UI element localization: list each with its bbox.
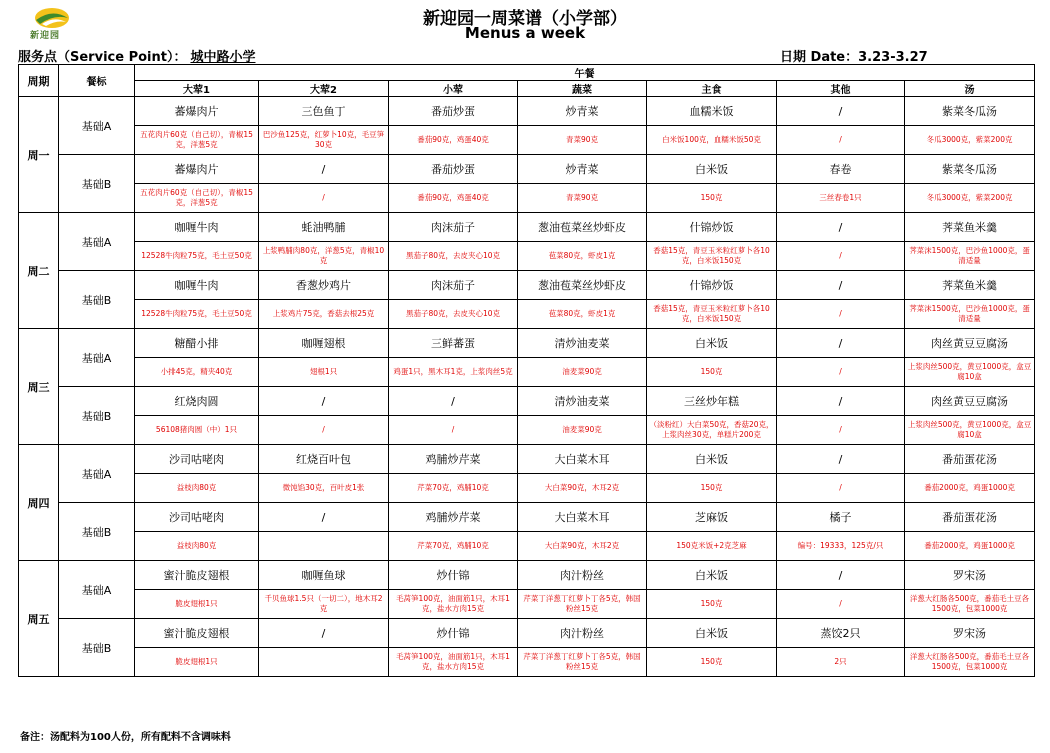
ingredient-cell: 油麦菜90克: [518, 416, 647, 445]
ingredient-cell: 千贝鱼球1.5只（一切二），地木耳2克: [259, 590, 389, 619]
ingredient-cell: 鸡蛋1只，黑木耳1克，上浆肉丝5克: [389, 358, 518, 387]
ingredient-cell: /: [259, 184, 389, 213]
header-col: 蔬菜: [518, 81, 647, 97]
ingredient-cell: 黑茄子80克，去皮夹心10克: [389, 300, 518, 329]
set-cell: 基础A: [59, 445, 135, 503]
header-col: 其他: [777, 81, 905, 97]
dish-cell: 肉汁粉丝: [518, 561, 647, 590]
ingredient-cell: 2只: [777, 648, 905, 677]
dish-cell: /: [777, 561, 905, 590]
table-row: [19, 155, 1035, 184]
dish-cell: 肉沫茄子: [389, 213, 518, 242]
ingredient-cell: /: [777, 126, 905, 155]
ingredient-cell: [259, 648, 389, 677]
dish-cell: 清炒油麦菜: [518, 329, 647, 358]
dish-cell: 三丝炒年糕: [647, 387, 777, 416]
dish-cell: 红烧百叶包: [259, 445, 389, 474]
table-row: [19, 619, 1035, 648]
dish-cell: /: [777, 445, 905, 474]
ingredient-cell: 洋葱大红肠各500克，番茄毛土豆各1500克，包菜1000克: [905, 648, 1035, 677]
dish-cell: /: [777, 97, 905, 126]
dish-cell: 紫菜冬瓜汤: [905, 97, 1035, 126]
dish-cell: 橘子: [777, 503, 905, 532]
dish-cell: 白米饭: [647, 155, 777, 184]
set-cell: 基础B: [59, 155, 135, 213]
ingredient-cell: 冬瓜3000克，紫菜200克: [905, 184, 1035, 213]
ingredient-cell: 芹菜丁洋葱丁红萝卜丁各5克，韩国粉丝15克: [518, 648, 647, 677]
dish-cell: 肉丝黄豆豆腐汤: [905, 387, 1035, 416]
table-row: [19, 532, 1035, 561]
ingredient-cell: /: [389, 416, 518, 445]
ingredient-cell: 巴沙鱼125克，红萝卜10克，毛豆笋30克: [259, 126, 389, 155]
dish-cell: /: [777, 271, 905, 300]
ingredient-cell: 冬瓜3000克，紫菜200克: [905, 126, 1035, 155]
ingredient-cell: 益枝肉80克: [135, 474, 259, 503]
ingredient-cell: 上浆鸭脯肉80克，洋葱5克，青椒10克: [259, 242, 389, 271]
date-range: 日期 Date：3.23-3.27: [780, 50, 928, 65]
ingredient-cell: 微饨馅30克，百叶皮1张: [259, 474, 389, 503]
day-cell: 周三: [19, 329, 59, 445]
dish-cell: 罗宋汤: [905, 619, 1035, 648]
table-row: [19, 184, 1035, 213]
dish-cell: 咖喱鱼球: [259, 561, 389, 590]
ingredient-cell: 五花肉片60克（自己切），青椒15克，洋葱5克: [135, 184, 259, 213]
ingredient-cell: 青菜90克: [518, 184, 647, 213]
table-row: [19, 416, 1035, 445]
menu-table: [18, 64, 1035, 677]
dish-cell: 白米饭: [647, 561, 777, 590]
ingredient-cell: 翅根1只: [259, 358, 389, 387]
table-row: [19, 271, 1035, 300]
dish-cell: 荠菜鱼米羹: [905, 213, 1035, 242]
ingredient-cell: 小排45克，精夹40克: [135, 358, 259, 387]
ingredient-cell: 五花肉片60克（自己切），青椒15克，洋葱5克: [135, 126, 259, 155]
dish-cell: 番茄蛋花汤: [905, 503, 1035, 532]
header-lunch: 午餐: [135, 65, 1035, 81]
dish-cell: 咖喱翅根: [259, 329, 389, 358]
ingredient-cell: 150克米饭+2克芝麻: [647, 532, 777, 561]
ingredient-cell: /: [777, 590, 905, 619]
ingredient-cell: 芹菜丁洋葱丁红萝卜丁各5克，韩国粉丝15克: [518, 590, 647, 619]
dish-cell: 红烧肉圆: [135, 387, 259, 416]
page-subtitle: Menus a week: [464, 24, 586, 42]
set-cell: 基础B: [59, 503, 135, 561]
ingredient-cell: 150克: [647, 358, 777, 387]
ingredient-cell: 毛莴笋100克，油面筋1只，木耳1克，盐水方肉15克: [389, 590, 518, 619]
day-cell: 周一: [19, 97, 59, 213]
dish-cell: 罗宋汤: [905, 561, 1035, 590]
dish-cell: /: [777, 387, 905, 416]
dish-cell: 炒青菜: [518, 155, 647, 184]
ingredient-cell: [259, 532, 389, 561]
dish-cell: 白米饭: [647, 619, 777, 648]
dish-cell: 番茄炒蛋: [389, 97, 518, 126]
dish-cell: 咖喱牛肉: [135, 271, 259, 300]
day-cell: 周二: [19, 213, 59, 329]
dish-cell: 白米饭: [647, 445, 777, 474]
set-cell: 基础B: [59, 387, 135, 445]
dish-cell: 三色鱼丁: [259, 97, 389, 126]
ingredient-cell: 荠菜沫1500克，巴沙鱼1000克，蛋清适量: [905, 300, 1035, 329]
set-cell: 基础A: [59, 561, 135, 619]
dish-cell: 葱油苞菜丝炒虾皮: [518, 213, 647, 242]
day-cell: 周四: [19, 445, 59, 561]
ingredient-cell: 益枝肉80克: [135, 532, 259, 561]
service-point-value: 城中路小学: [190, 50, 256, 65]
ingredient-cell: 白米饭100克，血糯米饭50克: [647, 126, 777, 155]
dish-cell: 什锦炒饭: [647, 213, 777, 242]
dish-cell: 三鲜蕃蛋: [389, 329, 518, 358]
dish-cell: 番茄炒蛋: [389, 155, 518, 184]
ingredient-cell: 三丝春卷1只: [777, 184, 905, 213]
ingredient-cell: 上浆肉丝500克，黄豆1000克，盒豆腐10盒: [905, 416, 1035, 445]
dish-cell: 清炒油麦菜: [518, 387, 647, 416]
table-row: [19, 445, 1035, 474]
dish-cell: 咖喱牛肉: [135, 213, 259, 242]
dish-cell: /: [259, 619, 389, 648]
dish-cell: /: [777, 329, 905, 358]
ingredient-cell: 脆皮翅根1只: [135, 590, 259, 619]
service-point-label: 服务点（Service Point）：: [18, 50, 187, 65]
ingredient-cell: 150克: [647, 184, 777, 213]
dish-cell: /: [777, 213, 905, 242]
table-row: [19, 300, 1035, 329]
ingredient-cell: /: [777, 358, 905, 387]
table-row: [19, 503, 1035, 532]
ingredient-cell: /: [777, 416, 905, 445]
ingredient-cell: 150克: [647, 474, 777, 503]
dish-cell: 蜜汁脆皮翅根: [135, 619, 259, 648]
dish-cell: 荠菜鱼米羹: [905, 271, 1035, 300]
ingredient-cell: 150克: [647, 648, 777, 677]
dish-cell: /: [259, 387, 389, 416]
table-row: [19, 242, 1035, 271]
dish-cell: /: [259, 155, 389, 184]
ingredient-cell: 荠菜沫1500克，巴沙鱼1000克，蛋清适量: [905, 242, 1035, 271]
footer-note: 备注：汤配料为100人份，所有配料不含调味料: [20, 732, 231, 743]
dish-cell: 糖醋小排: [135, 329, 259, 358]
dish-cell: 番茄蛋花汤: [905, 445, 1035, 474]
day-cell: 周五: [19, 561, 59, 677]
set-cell: 基础B: [59, 271, 135, 329]
dish-cell: 肉沫茄子: [389, 271, 518, 300]
dish-cell: 蒸饺2只: [777, 619, 905, 648]
ingredient-cell: 香菇15克，青豆玉米粒红萝卜各10克，白米饭150克: [647, 242, 777, 271]
header-col: 大荤2: [259, 81, 389, 97]
dish-cell: 血糯米饭: [647, 97, 777, 126]
dish-cell: 葱油苞菜丝炒虾皮: [518, 271, 647, 300]
ingredient-cell: 150克: [647, 590, 777, 619]
set-cell: 基础B: [59, 619, 135, 677]
table-row: [19, 648, 1035, 677]
ingredient-cell: 大白菜90克，木耳2克: [518, 532, 647, 561]
dish-cell: 炒什锦: [389, 619, 518, 648]
header-day: 周期: [19, 65, 59, 97]
header-col: 大荤1: [135, 81, 259, 97]
dish-cell: 白米饭: [647, 329, 777, 358]
dish-cell: 大白菜木耳: [518, 503, 647, 532]
dish-cell: 鸡脯炒芹菜: [389, 503, 518, 532]
ingredient-cell: 番茄90克，鸡蛋40克: [389, 184, 518, 213]
ingredient-cell: 番茄2000克，鸡蛋1000克: [905, 474, 1035, 503]
ingredient-cell: /: [777, 242, 905, 271]
ingredient-cell: 脆皮翅根1只: [135, 648, 259, 677]
table-row: [19, 329, 1035, 358]
header-col: 主食: [647, 81, 777, 97]
ingredient-cell: 黑茄子80克，去皮夹心10克: [389, 242, 518, 271]
ingredient-cell: 番茄2000克，鸡蛋1000克: [905, 532, 1035, 561]
ingredient-cell: 番茄90克，鸡蛋40克: [389, 126, 518, 155]
dish-cell: 蕃爆肉片: [135, 155, 259, 184]
table-row: [19, 97, 1035, 126]
table-row: [19, 474, 1035, 503]
dish-cell: 沙司咕咾肉: [135, 503, 259, 532]
ingredient-cell: 青菜90克: [518, 126, 647, 155]
dish-cell: /: [389, 387, 518, 416]
dish-cell: 肉丝黄豆豆腐汤: [905, 329, 1035, 358]
dish-cell: 芝麻饭: [647, 503, 777, 532]
dish-cell: 鸡脯炒芹菜: [389, 445, 518, 474]
header-set: 餐标: [59, 65, 135, 97]
dish-cell: 大白菜木耳: [518, 445, 647, 474]
service-point: [18, 46, 259, 65]
ingredient-cell: 上浆鸡片75克，香菇去根25克: [259, 300, 389, 329]
ingredient-cell: 油麦菜90克: [518, 358, 647, 387]
dish-cell: 肉汁粉丝: [518, 619, 647, 648]
dish-cell: 蚝油鸭脯: [259, 213, 389, 242]
ingredient-cell: 12528牛肉粒75克，毛土豆50克: [135, 242, 259, 271]
ingredient-cell: 12528牛肉粒75克，毛土豆50克: [135, 300, 259, 329]
ingredient-cell: 芹菜70克，鸡脯10克: [389, 474, 518, 503]
dish-cell: 春卷: [777, 155, 905, 184]
table-row: [19, 561, 1035, 590]
ingredient-cell: 苞菜80克，虾皮1克: [518, 242, 647, 271]
table-row: [19, 213, 1035, 242]
dish-cell: 炒青菜: [518, 97, 647, 126]
ingredient-cell: /: [777, 474, 905, 503]
ingredient-cell: /: [777, 300, 905, 329]
table-row: [19, 590, 1035, 619]
dish-cell: 炒什锦: [389, 561, 518, 590]
set-cell: 基础A: [59, 329, 135, 387]
ingredient-cell: 大白菜90克，木耳2克: [518, 474, 647, 503]
dish-cell: 什锦炒饭: [647, 271, 777, 300]
dish-cell: 紫菜冬瓜汤: [905, 155, 1035, 184]
ingredient-cell: 洋葱大红肠各500克，番茄毛土豆各1500克，包菜1000克: [905, 590, 1035, 619]
page-title: 新迎园一周菜谱（小学部）: [423, 9, 627, 29]
ingredient-cell: 香菇15克，青豆玉米粒红萝卜各10克，白米饭150克: [647, 300, 777, 329]
ingredient-cell: /: [259, 416, 389, 445]
set-cell: 基础A: [59, 213, 135, 271]
ingredient-cell: 苞菜80克，虾皮1克: [518, 300, 647, 329]
header-col: 汤: [905, 81, 1035, 97]
ingredient-cell: 56108猪肉圆（中）1只: [135, 416, 259, 445]
dish-cell: 沙司咕咾肉: [135, 445, 259, 474]
set-cell: 基础A: [59, 97, 135, 155]
logo-text: 新迎园: [30, 31, 61, 41]
ingredient-cell: 编号：19333，125克/只: [777, 532, 905, 561]
menu-body: [19, 97, 1035, 677]
dish-cell: 蜜汁脆皮翅根: [135, 561, 259, 590]
ingredient-cell: 上浆肉丝500克，黄豆1000克，盒豆腐10盒: [905, 358, 1035, 387]
table-row: [19, 387, 1035, 416]
ingredient-cell: 毛莴笋100克，油面筋1只，木耳1克，盐水方肉15克: [389, 648, 518, 677]
ingredient-cell: （淡粉红）大白菜50克，香菇20克，上浆肉丝30克，单糕片200克: [647, 416, 777, 445]
dish-cell: 香葱炒鸡片: [259, 271, 389, 300]
dish-cell: 蕃爆肉片: [135, 97, 259, 126]
table-row: [19, 358, 1035, 387]
table-row: [19, 126, 1035, 155]
ingredient-cell: 芹菜70克，鸡脯10克: [389, 532, 518, 561]
dish-cell: /: [259, 503, 389, 532]
header-col: 小荤: [389, 81, 518, 97]
